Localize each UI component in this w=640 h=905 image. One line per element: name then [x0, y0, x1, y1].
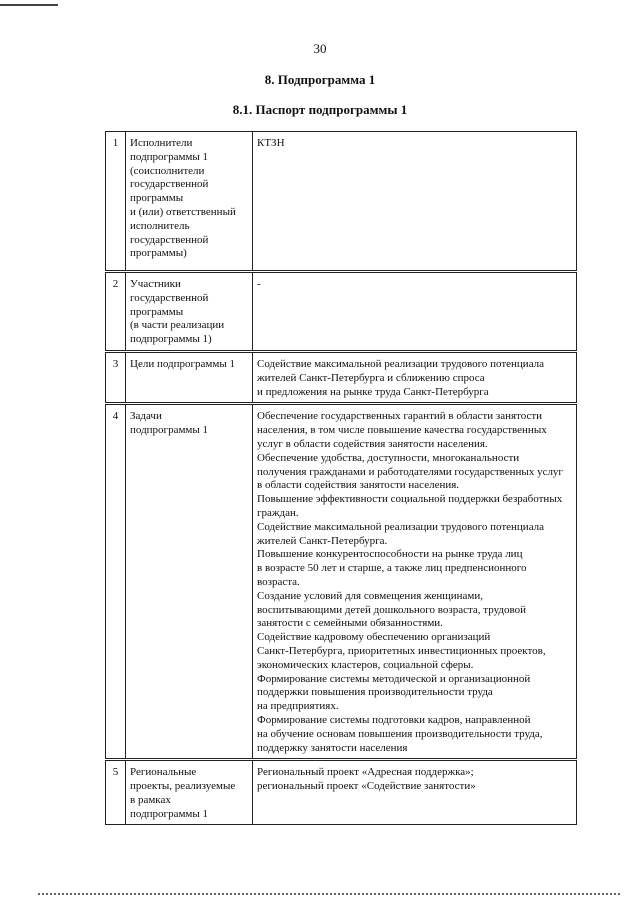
subsection-title: 8.1. Паспорт подпрограммы 1	[232, 102, 408, 117]
passport-table	[105, 131, 577, 825]
label-line: подпрограммы 1	[130, 150, 209, 163]
value-line: Формирование системы методической и организационной	[257, 672, 531, 685]
label-line: государственной	[130, 291, 209, 304]
value-line: Региональный проект «Адресная поддержка»;	[257, 766, 474, 779]
value-line: Содействие максимальной реализации трудового потенциала	[257, 357, 545, 370]
value-line: -	[257, 278, 261, 290]
row-number: 4	[106, 404, 126, 760]
row-label	[126, 404, 253, 760]
label-line: Цели подпрограммы 1	[130, 357, 235, 370]
label-line: подпрограммы 1)	[130, 333, 212, 346]
value-line: КТЗН	[257, 137, 285, 149]
row-label	[126, 760, 253, 825]
value-line: поддержку занятости населения	[257, 741, 408, 754]
value-line: граждан.	[257, 506, 299, 519]
row-number: 2	[106, 272, 126, 352]
value-line: населения, в том числе повышение качества государственных	[257, 424, 547, 437]
row-label	[126, 351, 253, 403]
value-line: в области содействия занятости населения.	[257, 479, 460, 492]
label-line: и (или) ответственный	[130, 205, 236, 218]
label-line: исполнитель	[130, 219, 190, 232]
value-line: Содействие максимальной реализации трудового потенциала	[257, 520, 545, 533]
value-line: Формирование системы подготовки кадров, направленной	[257, 713, 531, 726]
label-line: подпрограммы 1	[130, 424, 209, 437]
row-number: 3	[106, 351, 126, 403]
label-line: в рамках	[130, 793, 171, 806]
value-line: Повышение конкурентоспособности на рынке труда лиц	[257, 548, 523, 561]
label-line: проекты, реализуемые	[130, 780, 236, 793]
value-line: поддержки повышения производительности труда	[257, 686, 493, 699]
label-line: Исполнители	[130, 137, 193, 149]
table-row	[106, 404, 577, 760]
row-value	[253, 404, 577, 760]
value-line: Повышение эффективности социальной поддержки безработных	[257, 493, 563, 506]
row-label	[126, 272, 253, 352]
value-line: Обеспечение государственных гарантий в области занятости	[257, 410, 543, 423]
value-line: и предложения на рынке труда Санкт-Петербурга	[257, 385, 489, 398]
row-value	[253, 760, 577, 825]
value-line: Содействие кадровому обеспечению организаций	[257, 631, 491, 644]
table-row	[106, 351, 577, 403]
value-line: региональный проект «Содействие занятости»	[257, 780, 476, 793]
value-line: экономических кластеров, социальной сферы.	[257, 658, 474, 671]
bottom-rule	[38, 893, 620, 896]
row-value	[253, 351, 577, 403]
value-line: жителей Санкт-Петербурга.	[257, 534, 388, 547]
value-line: возраста.	[257, 575, 300, 588]
value-line: на предприятиях.	[257, 700, 339, 713]
label-line: Задачи	[130, 410, 162, 423]
label-line: государственной	[130, 233, 209, 246]
scan-top-mark	[0, 4, 58, 6]
value-line: воспитывающими детей дошкольного возраста, трудовой	[257, 603, 527, 616]
row-value	[253, 272, 577, 352]
table-row	[106, 132, 577, 272]
label-line: (в части реализации	[130, 319, 225, 332]
label-line: Участники	[130, 278, 181, 290]
value-line: жителей Санкт-Петербурга и сближению спроса	[257, 371, 485, 384]
table-row	[106, 760, 577, 825]
value-line: на обучение основам повышения производительности труда,	[257, 727, 543, 740]
label-line: подпрограммы 1	[130, 807, 209, 820]
table-row	[106, 272, 577, 352]
value-line: получения гражданами и работодателями государственных услуг	[257, 465, 563, 478]
label-line: программы	[130, 305, 184, 318]
row-number: 1	[106, 132, 126, 272]
row-value	[253, 132, 577, 272]
value-line: Обеспечение удобства, доступности, многоканальности	[257, 451, 520, 464]
label-line: (соисполнители	[130, 164, 205, 177]
label-line: Региональные	[130, 766, 197, 779]
section-title: 8. Подпрограмма 1	[264, 72, 376, 87]
label-line: программы	[130, 192, 184, 205]
label-line: государственной	[130, 178, 209, 191]
page-number: 30	[313, 41, 327, 56]
value-line: Санкт-Петербурга, приоритетных инвестиционных проектов,	[257, 644, 546, 657]
row-number: 5	[106, 760, 126, 825]
value-line: в возрасте 50 лет и старше, а также лиц предпенсионного	[257, 562, 527, 575]
row-label	[126, 132, 253, 272]
value-line: услуг в области содействия занятости населения.	[257, 437, 488, 450]
value-line: Создание условий для совмещения женщинами,	[257, 589, 483, 602]
label-line: программы)	[130, 247, 187, 260]
value-line: занятости с семейными обязанностями.	[257, 617, 443, 630]
